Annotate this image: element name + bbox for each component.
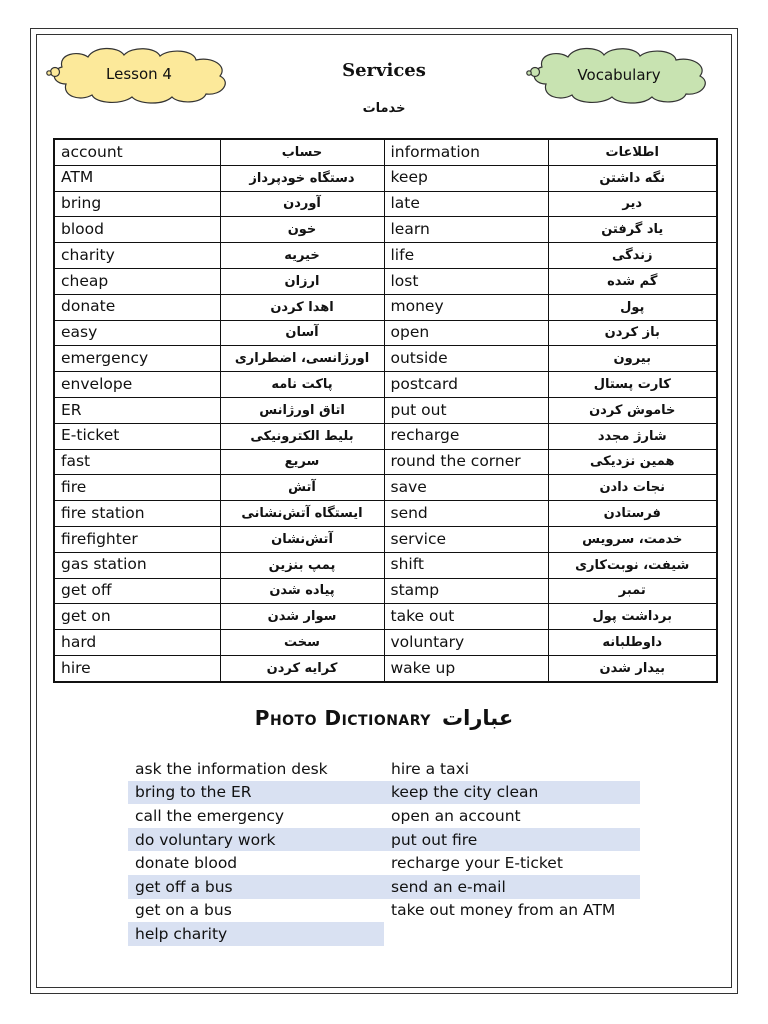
phrase-item: keep the city clean [384, 781, 640, 805]
vocab-word-en: fire station [54, 501, 220, 527]
vocab-word-fa: ایستگاه آتش‌نشانی [220, 501, 384, 527]
table-row [54, 655, 717, 681]
table-row [54, 630, 717, 656]
lesson-cloud [44, 44, 234, 104]
vocab-word-fa: نگه داشتن [548, 165, 717, 191]
phrase-row [128, 804, 640, 828]
photo-dictionary-title [150, 706, 618, 730]
vocab-word-en: shift [384, 552, 548, 578]
vocab-word-en: ER [54, 397, 220, 423]
vocab-word-en: emergency [54, 346, 220, 372]
vocab-word-fa: آتش‌نشان [220, 526, 384, 552]
vocab-word-en: put out [384, 397, 548, 423]
vocab-word-en: lost [384, 268, 548, 294]
vocab-word-fa: بیدار شدن [548, 655, 717, 681]
vocab-word-fa: باز کردن [548, 320, 717, 346]
vocab-word-en: get off [54, 578, 220, 604]
vocab-word-fa: خاموش کردن [548, 397, 717, 423]
phrase-item: take out money from an ATM [391, 901, 616, 920]
vocab-word-fa: پمپ بنزین [220, 552, 384, 578]
vocab-word-en: envelope [54, 372, 220, 398]
vocab-word-fa: سوار شدن [220, 604, 384, 630]
vocab-word-fa: پیاده شدن [220, 578, 384, 604]
table-row [54, 217, 717, 243]
vocab-word-fa: پول [548, 294, 717, 320]
page-title: Services [342, 60, 426, 81]
vocab-word-fa: آسان [220, 320, 384, 346]
phrase-row [128, 781, 640, 805]
photo-dictionary-title-en: Photo Dictionary [254, 706, 431, 730]
vocab-word-fa: دیر [548, 191, 717, 217]
vocab-word-en: voluntary [384, 630, 548, 656]
phrase-row [128, 828, 640, 852]
vocab-word-en: information [384, 139, 548, 165]
table-row [54, 475, 717, 501]
vocab-word-fa: تمبر [548, 578, 717, 604]
vocab-word-en: bring [54, 191, 220, 217]
phrase-row [128, 757, 640, 781]
vocab-word-en: money [384, 294, 548, 320]
phrase-item: put out fire [384, 828, 640, 852]
phrase-item: bring to the ER [128, 781, 384, 805]
vocab-word-en: outside [384, 346, 548, 372]
vocab-word-en: charity [54, 243, 220, 269]
vocab-word-en: firefighter [54, 526, 220, 552]
phrase-item: send an e-mail [384, 875, 640, 899]
vocab-word-en: learn [384, 217, 548, 243]
vocab-word-fa: خدمت، سرویس [548, 526, 717, 552]
vocab-word-fa: شارژ مجدد [548, 423, 717, 449]
vocab-word-fa: بلیط الکترونیکی [220, 423, 384, 449]
vocab-word-en: late [384, 191, 548, 217]
vocab-word-fa: همین نزدیکی [548, 449, 717, 475]
table-row [54, 578, 717, 604]
vocab-word-fa: حساب [220, 139, 384, 165]
table-row [54, 397, 717, 423]
table-row [54, 191, 717, 217]
vocab-word-fa: پاکت نامه [220, 372, 384, 398]
table-row [54, 243, 717, 269]
vocab-word-en: postcard [384, 372, 548, 398]
vocab-word-fa: داوطلبانه [548, 630, 717, 656]
vocab-word-en: service [384, 526, 548, 552]
table-row [54, 268, 717, 294]
table-row [54, 501, 717, 527]
vocab-word-fa: بیرون [548, 346, 717, 372]
vocab-word-fa: فرستادن [548, 501, 717, 527]
phrase-item: call the emergency [135, 806, 285, 825]
table-row [54, 526, 717, 552]
vocab-word-en: easy [54, 320, 220, 346]
vocab-word-en: keep [384, 165, 548, 191]
vocab-word-en: send [384, 501, 548, 527]
vocab-word-fa: یاد گرفتن [548, 217, 717, 243]
photo-dictionary-title-fa: عبارات [442, 706, 514, 730]
phrase-row [128, 922, 640, 946]
vocab-word-en: stamp [384, 578, 548, 604]
phrase-item: help charity [128, 922, 384, 946]
table-row [54, 320, 717, 346]
table-row [54, 165, 717, 191]
vocab-word-fa: برداشت پول [548, 604, 717, 630]
lesson-label: Lesson 4 [106, 65, 172, 83]
vocab-word-fa: سخت [220, 630, 384, 656]
vocab-word-en: donate [54, 294, 220, 320]
vocab-word-en: get on [54, 604, 220, 630]
vocab-word-fa: اهدا کردن [220, 294, 384, 320]
table-row [54, 449, 717, 475]
vocab-word-en: gas station [54, 552, 220, 578]
table-row [54, 372, 717, 398]
vocab-word-en: E-ticket [54, 423, 220, 449]
vocab-word-fa: ارزان [220, 268, 384, 294]
vocab-word-en: round the corner [384, 449, 548, 475]
vocab-word-fa: زندگی [548, 243, 717, 269]
vocab-word-fa: دستگاه خودپرداز [220, 165, 384, 191]
vocab-word-fa: گم شده [548, 268, 717, 294]
table-row [54, 552, 717, 578]
vocab-word-fa: اطلاعات [548, 139, 717, 165]
vocab-word-en: hire [54, 655, 220, 681]
phrase-item: open an account [391, 806, 521, 825]
vocab-word-fa: اورژانسی، اضطراری [220, 346, 384, 372]
vocab-word-en: save [384, 475, 548, 501]
phrase-list [128, 757, 640, 946]
vocabulary-label: Vocabulary [577, 66, 661, 84]
phrase-item: do voluntary work [128, 828, 384, 852]
vocab-word-fa: آوردن [220, 191, 384, 217]
vocab-word-en: hard [54, 630, 220, 656]
vocab-word-en: open [384, 320, 548, 346]
vocab-word-fa: آتش [220, 475, 384, 501]
phrase-item [384, 922, 640, 946]
vocab-word-en: life [384, 243, 548, 269]
vocab-word-en: take out [384, 604, 548, 630]
vocab-word-fa: اتاق اورژانس [220, 397, 384, 423]
phrase-item: ask the information desk [135, 759, 328, 778]
phrase-item: donate blood [135, 854, 238, 873]
phrase-item: hire a taxi [391, 759, 470, 778]
vocabulary-table [53, 138, 718, 683]
phrase-item: get off a bus [128, 875, 384, 899]
table-row [54, 139, 717, 165]
phrase-row [128, 899, 640, 923]
vocab-word-en: fast [54, 449, 220, 475]
phrase-item: get on a bus [135, 901, 232, 920]
phrase-row [128, 875, 640, 899]
table-row [54, 423, 717, 449]
table-row [54, 294, 717, 320]
vocab-word-fa: خون [220, 217, 384, 243]
vocab-word-en: wake up [384, 655, 548, 681]
vocab-word-en: fire [54, 475, 220, 501]
vocab-word-en: account [54, 139, 220, 165]
vocab-word-fa: خیریه [220, 243, 384, 269]
vocab-word-en: blood [54, 217, 220, 243]
vocab-word-fa: سریع [220, 449, 384, 475]
page-subtitle-fa: خدمات [362, 101, 406, 116]
vocab-word-fa: شیفت، نوبت‌کاری [548, 552, 717, 578]
vocab-word-fa: کارت پستال [548, 372, 717, 398]
vocab-word-fa: کرایه کردن [220, 655, 384, 681]
vocabulary-cloud [524, 46, 714, 104]
vocab-word-en: ATM [54, 165, 220, 191]
vocab-word-fa: نجات دادن [548, 475, 717, 501]
phrase-row [128, 851, 640, 875]
phrase-item: recharge your E-ticket [391, 854, 563, 873]
vocab-word-en: cheap [54, 268, 220, 294]
vocab-word-en: recharge [384, 423, 548, 449]
table-row [54, 604, 717, 630]
table-row [54, 346, 717, 372]
